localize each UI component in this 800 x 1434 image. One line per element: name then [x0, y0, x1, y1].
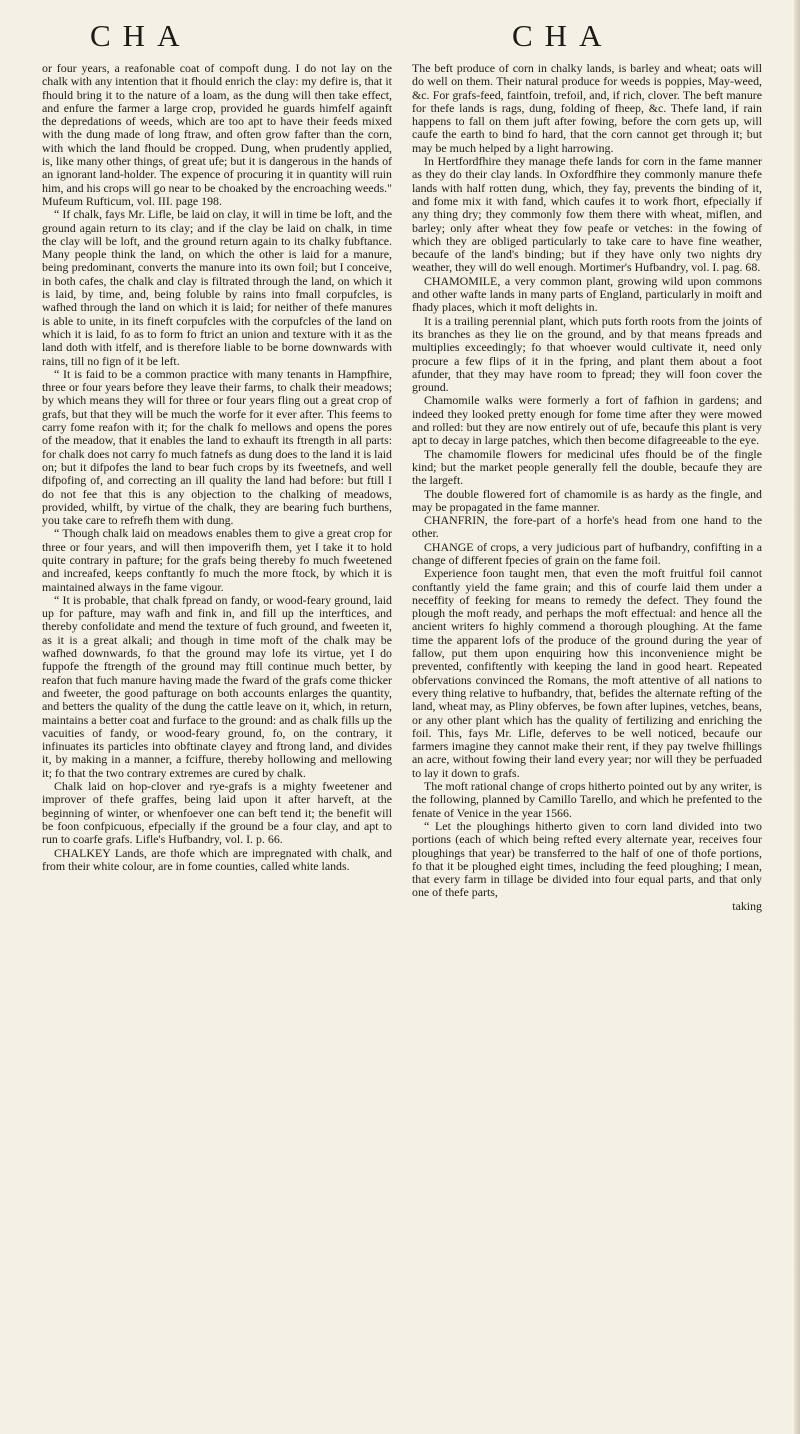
paragraph: Chamomile walks were formerly a fort of fafhion in gardens; and indeed they looked pretty enough for fome time after they were mowed and rolled: but they are now entirely out of ufe, becaufe this plant is very apt to decay in large patches, which then become difagreeable to the eye.	[412, 393, 762, 448]
paragraph: “ It is faid to be a common practice with many tenants in Hampfhire, three or four years before they leave their farms, to chalk their meadows; by which means they will for three or four years fling out a great crop of grafs, but that they will be much the worfe for it ever after. This feems to carry fome reafon with it; for the chalk fo mellows and opens the pores of the meadow, that it enables the land to exhauft its ftrength in all parts: for chalk does not carry fo much fatnefs as dung does to the land it is laid on; but it difpofes the land to bear fuch crops by its fweetnefs, and well difpofing of, and correcting an ill quality the land had before: but ftill I do not fee that this is any objection to the chalking of meadows, provided, whilft, by virtue of the chalk, they are bearing fuch burthens, you take care to refrefh them with dung.	[42, 366, 392, 528]
paragraph: CHANGE of crops, a very judicious part of hufbandry, confifting in a change of different fpecies of grain on the fame foil.	[412, 539, 762, 567]
paragraph: The chamomile flowers for medicinal ufes fhould be of the fingle kind; but the market people generally fell the double, becaufe they are the largeft.	[412, 446, 762, 488]
paragraph: The beft produce of corn in chalky lands, is barley and wheat; oats will do well on them. Their natural produce for weeds is poppies, May-weed, &c. For grafs-feed, faintfoin, trefoil, and, if rich, clover. The beft manure for thefe lands is rags, dung, folding of fheep, &c. Thefe land, if rain happens to fall on them juft after fowing, before the corn gets up, will caufe the earth to bind fo hard, that the corn cannot get through it; but may be much helped by a light harrowing.	[412, 61, 762, 155]
catchword: taking	[732, 898, 762, 913]
running-head-right: CHA	[512, 18, 614, 53]
paragraph: The moft rational change of crops hitherto pointed out by any writer, is the following, planned by Camillo Tarello, and which he prefented to the fenate of Venice in the year 1566.	[412, 779, 762, 820]
paragraph: CHALKEY Lands, are thofe which are impregnated with chalk, and from their white colour, are in fome counties, called white lands.	[42, 845, 392, 873]
paragraph: “ Though chalk laid on meadows enables them to give a great crop for three or four years, and will then impoverifh them, yet I take it to hold quite contrary in pafture; for the grafs being thereby fo much fweetened and increafed, keeps conftantly fo much the more ftock, by which it is maintained always in the fame vigour.	[42, 526, 392, 594]
paragraph: “ It is probable, that chalk fpread on fandy, or wood-feary ground, laid up for pafture, may wafh and fink in, and fill up the interftices, and thereby confolidate and mend the texture of fuch ground, and fweeten it, as it is a great alkali; and though in time moft of the chalk may be wafhed downwards, fo that the ground may lofe its virtue, yet I do fuppofe the ftrength of the ground may ftill continue much better, by reafon that fuch manure having made the fward of the grafs come thicker and fweeter, the good pafturage on both accounts enlarges the quantity, and betters the quality of the dung the cattle leave on it, which, in return, maintains a better coat and furface to the ground: and as chalk fills up the vacuities of fandy, or wood-feary ground, fo, on the contrary, it infinuates its particles into obftinate clayey and ftrong land, and divides it, by making in a manner, a fciffure, thereby hollowing and mellowing it; fo that the two contrary extremes are cured by chalk.	[42, 592, 392, 780]
left-column	[42, 62, 392, 873]
paragraph: It is a trailing perennial plant, which puts forth roots from the joints of its branches as they lie on the ground, and by that means fpreads and multiplies exceedingly; fo that whoever would cultivate it, need only procure a few flips of it in the fpring, and plant them about a foot afunder, that they may have room to fpread; they will foon cover the ground.	[412, 313, 762, 395]
paragraph: Chalk laid on hop-clover and rye-grafs is a mighty fweetener and improver of thefe graffes, being laid upon it after harveft, at the beginning of winter, or whenfoever one can beft tend it; the benefit will be foon confpicuous, efpecially if the ground be a four clay, and apt to run to coarfe grafs. Lifle's Hufbandry, vol. I. p. 66.	[42, 779, 392, 847]
paragraph: or four years, a reafonable coat of compoft dung. I do not lay on the chalk with any intention that it fhould enrich the clay: my defire is, that it fhould bring it to the nature of a loam, as the dung will then take effect, and enfure the farmer a large crop, provided he guards himfelf againft the depredations of weeds, which are too apt to have their feeds mixed with the dung made of long ftraw, and often grow fafter than the corn, with which the land fhould be cropped. Dung, when prudently applied, is, like many other things, of great ufe; but it is dangerous in the hands of an ignorant land-holder. The expence of procuring it in quantity will ruin him, and his crops will go near to be choaked by the encroaching weeds." Mufeum Rufticum, vol. III. page 198.	[42, 61, 392, 208]
running-head-left: CHA	[90, 18, 192, 53]
paragraph: “ Let the ploughings hitherto given to corn land divided into two portions (each of which being refted every alternate year, receives four ploughings that year) be transferred to the half of one of thofe portions, fo that it be ploughed eight times, including the feed ploughing; I mean, that every farm in tillage be divided into four equal parts, and that only one of thefe parts,	[412, 818, 762, 900]
paragraph: “ If chalk, fays Mr. Lifle, be laid on clay, it will in time be loft, and the ground again return to its clay; and if the clay be laid on chalk, in time the clay will be loft, and the ground return again to its chalky fubftance. Many people think the land, on which the other is laid for a manure, being predominant, converts the manure into its own foil; but I conceive, in both cafes, the chalk and clay is filtrated through the land, on which it is laid, by time, and, being foluble by rains into fmall corpufcles, is wafhed through the land on which it is laid; for neither of thefe manures is able to unite, in its fineft corpufcles with the corpufcles of the land on which it is laid, fo as to form fo ftrict an union and texture with it as the land doth with itfelf, and is therefore liable to be borne downwards with rains, till no fign of it be left.	[42, 207, 392, 368]
paragraph: CHANFRIN, the fore-part of a horfe's head from one hand to the other.	[412, 513, 762, 541]
right-column	[412, 62, 762, 913]
page-edge	[794, 0, 800, 1434]
paragraph: The double flowered fort of chamomile is as hardy as the fingle, and may be propagated in the fame manner.	[412, 486, 762, 514]
paragraph: CHAMOMILE, a very common plant, growing wild upon commons and other wafte lands in many parts of England, particularly in moift and fhady places, which it moft delights in.	[412, 273, 762, 315]
paragraph: Experience foon taught men, that even the moft fruitful foil cannot conftantly yield the fame grain; and this of courfe laid them under a neceffity of feeking for means to remedy the defect. They found the plough the moft ready, and perhaps the moft effectual: and hence all the ancient writers fo highly commend a thorough ploughing. At the fame time the apparent lofs of the produce of the ground during the year of fallow, put them upon enquiring how this inconvenience might be prevented, confiftently with keeping the land in good heart. Repeated obfervations convinced the Romans, the moft attentive of all nations to every thing relative to hufbandry, that, befides the alternate refting of the land, wheat may, as Pliny obferves, be fown after lupines, vetches, beans, or any other plant which has the quality of fertilizing and enriching the foil. This, fays Mr. Lifle, deferves to be well noticed, becaufe our farmers imagine they cannot make their rent, if they pay twelve fhillings an acre, without fowing their land every year; nor will they be perfuaded to lay it down to grafs.	[412, 566, 762, 780]
paragraph: In Hertfordfhire they manage thefe lands for corn in the fame manner as they do their clay lands. In Oxfordfhire they commonly manure thefe lands with half rotten dung, which, they fay, prevents the binding of it, and fome mix it with fand, which caufes it to work fhort, efpecially if any thing dry; they commonly fow them there with wheat, miflen, and barley; only after wheat they fow peafe or vetches: in the fowing of which they are obliged particularly to take care to have fine weather, becaufe of the land's binding; but if they have only two nights dry weather, they will do well enough. Mortimer's Hufbandry, vol. I. pag. 68.	[412, 154, 762, 275]
